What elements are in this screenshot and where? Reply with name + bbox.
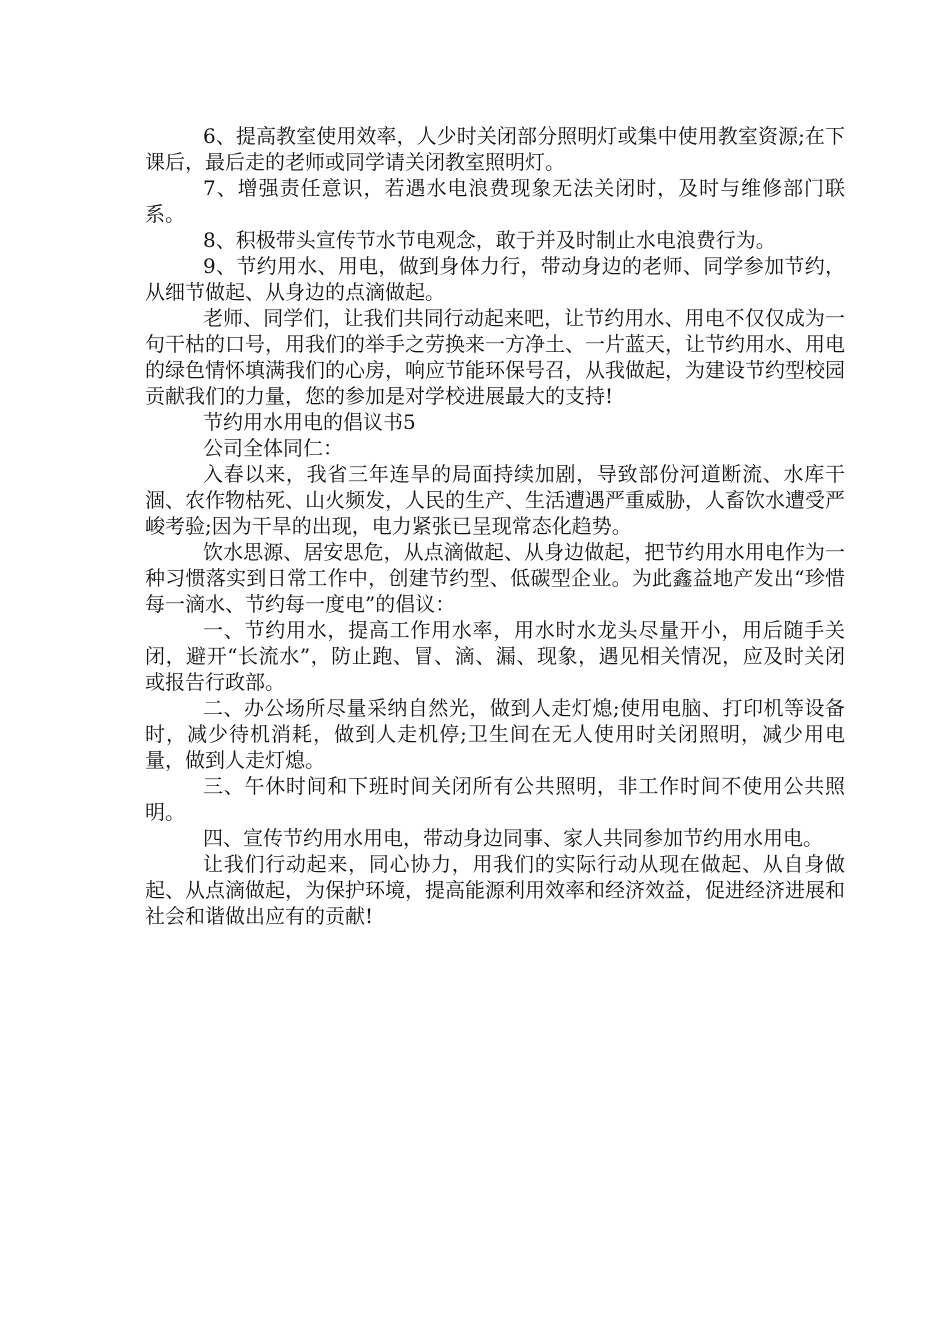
proposal-item-4: 四、宣传节约用水用电，带动身边同事、家人共同参加节约用水用电。	[203, 826, 823, 850]
body-paragraph-drought: 入春以来，我省三年连旱的局面持续加剧，导致部份河道断流、水库干涸、农作物枯死、山火频发，人民的生产、生活遭遇严重威胁，人畜饮水遭受严峻考验;因为干旱的出现，电力紧张已呈现常态化趋势。	[145, 462, 845, 538]
salutation: 公司全体同仁：	[203, 436, 343, 460]
closing-paragraph: 老师、同学们，让我们共同行动起来吧，让节约用水、用电不仅仅成为一句干枯的口号，用我们的举手之劳换来一方净土、一片蓝天，让节约用水、用电的绿色情怀填满我们的心房，响应节能环保号召，从我做起，为建设节约型校园贡献我们的力量，您的参加是对学校进展最大的支持!	[145, 306, 845, 408]
paragraph-item-8: 8、积极带头宣传节水节电观念，敢于并及时制止水电浪费行为。	[203, 228, 776, 252]
paragraph-item-7: 7、增强责任意识，若遇水电浪费现象无法关闭时，及时与维修部门联系。	[145, 176, 845, 226]
body-paragraph-initiative: 饮水思源、居安思危，从点滴做起、从身边做起，把节约用水用电作为一种习惯落实到日常工作中，创建节约型、低碳型企业。为此鑫益地产发出“珍惜每一滴水、节约每一度电”的倡议：	[145, 540, 845, 616]
final-paragraph: 让我们行动起来，同心协力，用我们的实际行动从现在做起、从自身做起、从点滴做起，为保护环境，提高能源利用效率和经济效益，促进经济进展和社会和谐做出应有的贡献!	[145, 852, 845, 928]
proposal-item-2: 二、办公场所尽量采纳自然光，做到人走灯熄;使用电脑、打印机等设备时，减少待机消耗，做到人走机停;卫生间在无人使用时关闭照明，减少用电量，做到人走灯熄。	[145, 696, 845, 772]
document-body	[145, 123, 845, 929]
proposal-item-3: 三、午休时间和下班时间关闭所有公共照明，非工作时间不使用公共照明。	[145, 774, 845, 824]
paragraph-item-6: 6、提高教室使用效率，人少时关闭部分照明灯或集中使用教室资源;在下课后，最后走的老师或同学请关闭教室照明灯。	[145, 124, 845, 174]
paragraph-item-9: 9、节约用水、用电，做到身体力行，带动身边的老师、同学参加节约，从细节做起、从身边的点滴做起。	[145, 254, 845, 304]
proposal-item-1: 一、节约用水，提高工作用水率，用水时水龙头尽量开小，用后随手关闭，避开“长流水”，防止跑、冒、滴、漏、现象，遇见相关情况，应及时关闭或报告行政部。	[145, 618, 845, 694]
section-title: 节约用水用电的倡议书5	[203, 410, 416, 434]
